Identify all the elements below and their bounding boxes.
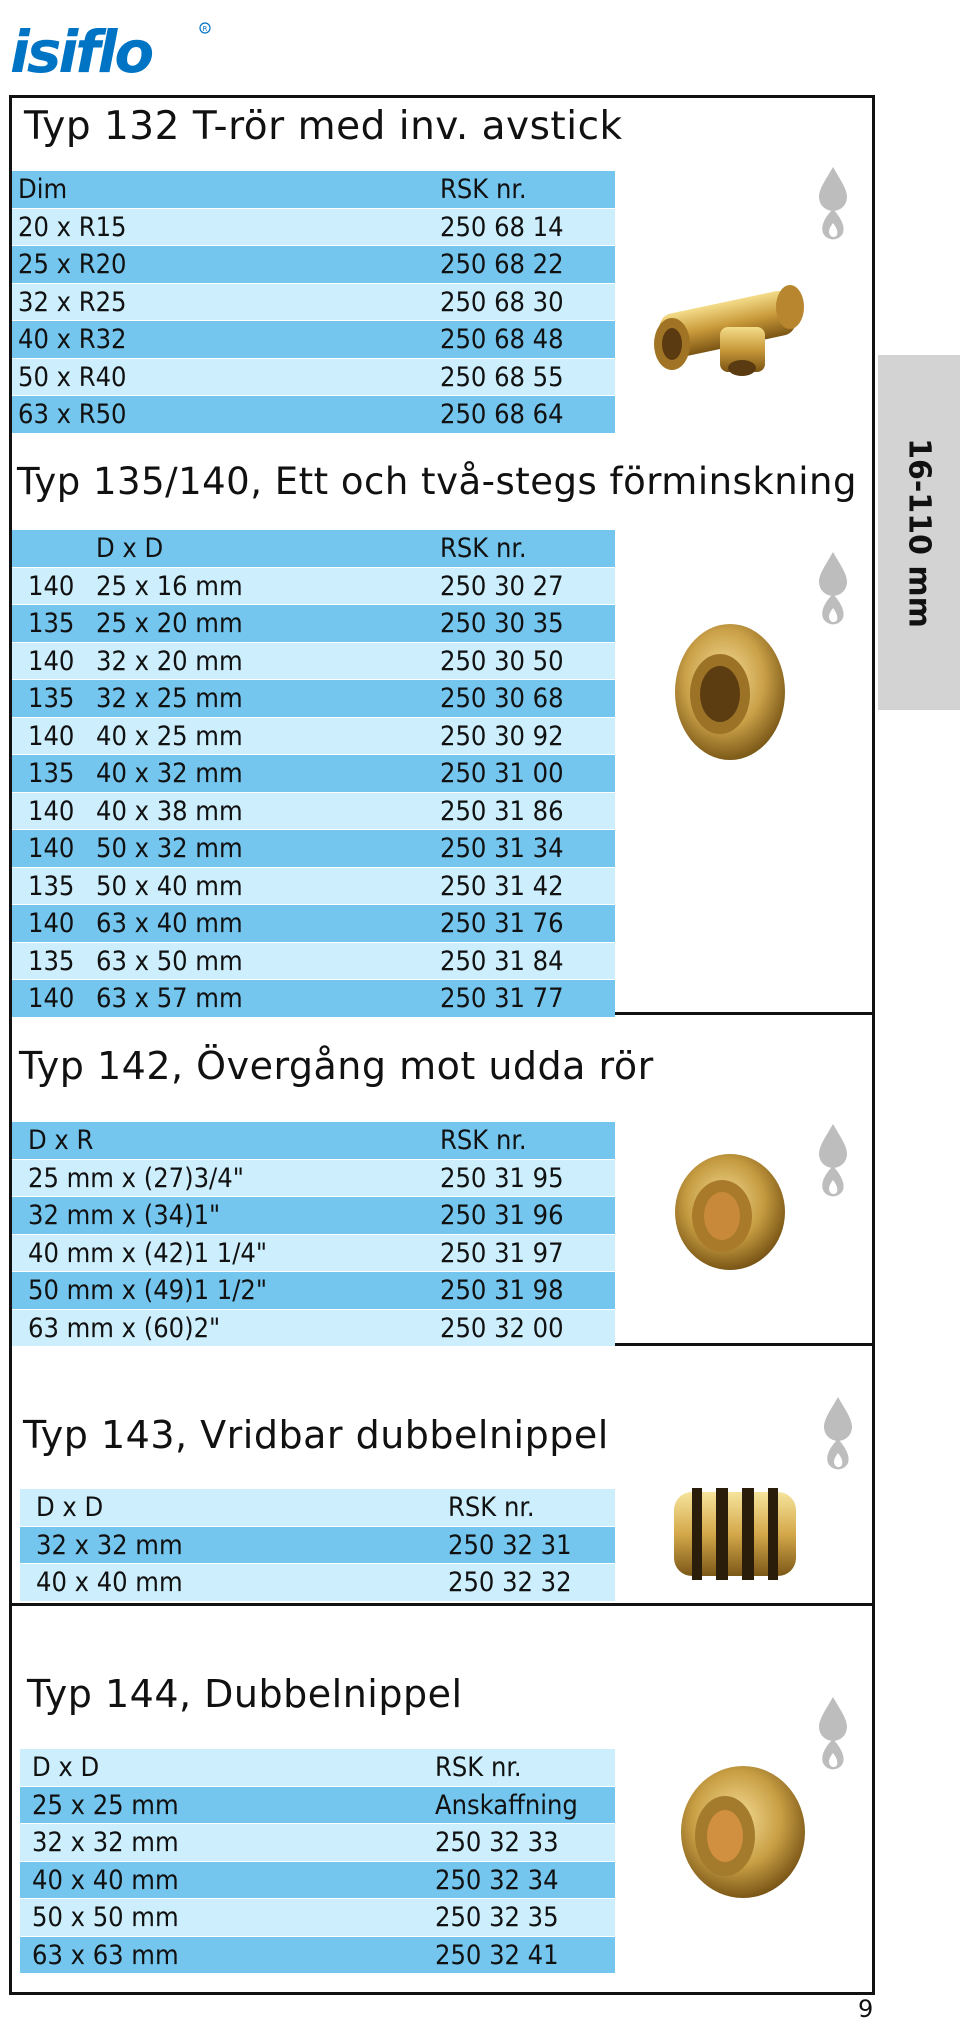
- table-row: [12, 396, 615, 434]
- column-header-rsk: RSK nr.: [435, 1752, 522, 1783]
- type-cell: 140: [28, 908, 75, 939]
- dim-cell: 50 x 32 mm: [96, 833, 243, 864]
- table-row: [12, 793, 615, 831]
- rsk-cell: 250 31 97: [440, 1237, 564, 1269]
- dim-cell: 20 x R15: [18, 211, 127, 243]
- section-title-typ-132: Typ 132 T-rör med inv. avstick: [24, 104, 623, 149]
- section-title-typ-143: Typ 143, Vridbar dubbelnippel: [23, 1413, 609, 1457]
- type-cell: 140: [28, 983, 75, 1014]
- size-range-tab: [878, 355, 960, 710]
- dim-cell: 63 x 50 mm: [96, 945, 243, 977]
- table-typ-132: [12, 171, 615, 434]
- type-cell: 135: [28, 870, 75, 902]
- table-row: [12, 680, 615, 718]
- table-row: [20, 1824, 615, 1862]
- table-typ-142: [12, 1122, 615, 1347]
- rsk-cell: 250 31 95: [440, 1162, 564, 1194]
- rsk-cell: 250 68 22: [440, 249, 564, 280]
- rsk-cell: 250 30 50: [440, 645, 564, 677]
- rsk-cell: 250 31 98: [440, 1275, 564, 1306]
- dim-cell: 32 x 32 mm: [36, 1529, 183, 1561]
- dim-cell: 32 x 20 mm: [96, 645, 243, 677]
- swivel-double-nipple-image: [668, 1478, 803, 1588]
- rsk-cell: 250 31 84: [440, 945, 564, 977]
- table-row: [12, 980, 615, 1018]
- table-row: [12, 1272, 615, 1310]
- dim-cell: 63 x 63 mm: [32, 1939, 179, 1971]
- table-row: [12, 321, 615, 359]
- column-header-dim: Dim: [18, 174, 68, 205]
- dim-cell: 25 x 20 mm: [96, 608, 243, 639]
- rsk-cell: 250 31 42: [440, 870, 564, 902]
- odd-pipe-adapter-image: [668, 1150, 788, 1275]
- column-header-rsk: RSK nr.: [440, 533, 527, 564]
- dim-cell: 63 x 40 mm: [96, 908, 243, 939]
- column-header-dxr: D x R: [28, 1125, 94, 1156]
- table-row: [12, 568, 615, 606]
- dim-cell: 50 x 40 mm: [96, 870, 243, 902]
- rsk-cell: 250 31 00: [440, 758, 564, 789]
- table-header-row: [12, 1122, 615, 1160]
- table-row: [12, 755, 615, 793]
- dim-cell: 32 x 25 mm: [96, 683, 243, 714]
- rsk-cell: 250 30 92: [440, 720, 564, 752]
- rsk-cell: 250 68 48: [440, 324, 564, 355]
- table-row: [12, 1235, 615, 1273]
- svg-text:isiflo: isiflo: [10, 18, 152, 82]
- table-row: [12, 246, 615, 284]
- table-row: [12, 209, 615, 247]
- table-row: [20, 1527, 615, 1565]
- rsk-cell: 250 32 32: [448, 1567, 572, 1598]
- svg-text:R: R: [202, 25, 208, 33]
- double-nipple-image: [673, 1762, 808, 1902]
- table-row: [20, 1564, 615, 1602]
- dim-cell: 40 x 32 mm: [96, 758, 243, 789]
- t-pipe-fitting-image: [640, 272, 815, 382]
- drop-flame-icons: [820, 1395, 856, 1475]
- column-header-rsk: RSK nr.: [448, 1492, 535, 1523]
- dim-cell: 40 x 38 mm: [96, 795, 243, 827]
- table-row: [20, 1862, 615, 1900]
- rsk-cell: 250 31 34: [440, 833, 564, 864]
- size-range-label: 16-110 mm: [901, 437, 937, 628]
- dim-cell: 25 x R20: [18, 249, 127, 280]
- column-header-dxd: D x D: [96, 533, 164, 564]
- type-cell: 135: [28, 945, 75, 977]
- rsk-cell: 250 30 35: [440, 608, 564, 639]
- section-divider: [9, 1603, 875, 1606]
- dim-cell: 40 x R32: [18, 324, 127, 355]
- table-header-row: [20, 1489, 615, 1527]
- rsk-cell: 250 68 14: [440, 211, 564, 243]
- dim-cell: 32 mm x (34)1": [28, 1200, 221, 1231]
- dim-cell: 25 mm x (27)3/4": [28, 1162, 244, 1194]
- table-row: [12, 718, 615, 756]
- type-cell: 140: [28, 570, 75, 602]
- type-cell: 140: [28, 795, 75, 827]
- rsk-cell: 250 32 33: [435, 1827, 559, 1858]
- drop-flame-icons: [815, 550, 851, 630]
- column-header-dxd: D x D: [36, 1492, 104, 1523]
- table-typ-144: [20, 1749, 615, 1974]
- type-cell: 135: [28, 683, 75, 714]
- table-row: [12, 359, 615, 397]
- dim-cell: 40 x 40 mm: [36, 1567, 183, 1598]
- column-header-rsk: RSK nr.: [440, 174, 527, 205]
- rsk-cell: 250 31 86: [440, 795, 564, 827]
- dim-cell: 32 x 32 mm: [32, 1827, 179, 1858]
- table-row: [12, 868, 615, 906]
- drop-flame-icons: [815, 165, 851, 245]
- section-title-typ-142: Typ 142, Övergång mot udda rör: [19, 1044, 654, 1088]
- table-row: [12, 905, 615, 943]
- table-row: [12, 830, 615, 868]
- table-row: [12, 1160, 615, 1198]
- section-title-typ-144: Typ 144, Dubbelnippel: [27, 1672, 463, 1716]
- table-header-row: [12, 530, 615, 568]
- rsk-cell: 250 32 00: [440, 1312, 564, 1344]
- rsk-cell: 250 31 77: [440, 983, 564, 1014]
- table-row: [12, 943, 615, 981]
- dim-cell: 40 x 40 mm: [32, 1864, 179, 1896]
- table-row: [20, 1787, 615, 1825]
- table-header-row: [20, 1749, 615, 1787]
- rsk-cell: 250 30 68: [440, 683, 564, 714]
- rsk-cell: 250 31 96: [440, 1200, 564, 1231]
- isiflo-logo: [8, 18, 214, 82]
- page-number: 9: [858, 1995, 874, 2023]
- dim-cell: 63 x 57 mm: [96, 983, 243, 1014]
- table-row: [20, 1899, 615, 1937]
- rsk-cell: 250 68 64: [440, 399, 564, 430]
- dim-cell: 25 x 16 mm: [96, 570, 243, 602]
- dim-cell: 63 mm x (60)2": [28, 1312, 221, 1344]
- dim-cell: 50 x R40: [18, 361, 127, 393]
- column-header-dxd: D x D: [32, 1752, 100, 1783]
- type-cell: 140: [28, 720, 75, 752]
- dim-cell: 32 x R25: [18, 286, 127, 318]
- drop-flame-icons: [815, 1122, 851, 1202]
- drop-flame-icons: [815, 1695, 851, 1775]
- table-row: [20, 1937, 615, 1975]
- dim-cell: 50 mm x (49)1 1/2": [28, 1275, 268, 1306]
- rsk-cell: 250 32 41: [435, 1939, 559, 1971]
- table-header-row: [12, 171, 615, 209]
- column-header-rsk: RSK nr.: [440, 1125, 527, 1156]
- type-cell: 140: [28, 645, 75, 677]
- type-cell: 140: [28, 833, 75, 864]
- rsk-cell: 250 32 31: [448, 1529, 572, 1561]
- table-typ-135-140: [12, 530, 615, 1018]
- dim-cell: 63 x R50: [18, 399, 127, 430]
- table-row: [12, 1310, 615, 1348]
- table-row: [12, 1197, 615, 1235]
- rsk-cell: Anskaffning: [435, 1789, 578, 1821]
- rsk-cell: 250 68 55: [440, 361, 564, 393]
- rsk-cell: 250 32 35: [435, 1902, 559, 1933]
- table-row: [12, 605, 615, 643]
- type-cell: 135: [28, 758, 75, 789]
- rsk-cell: 250 31 76: [440, 908, 564, 939]
- rsk-cell: 250 32 34: [435, 1864, 559, 1896]
- rsk-cell: 250 68 30: [440, 286, 564, 318]
- dim-cell: 50 x 50 mm: [32, 1902, 179, 1933]
- rsk-cell: 250 30 27: [440, 570, 564, 602]
- type-cell: 135: [28, 608, 75, 639]
- table-typ-143: [20, 1489, 615, 1602]
- reducer-fitting-image: [668, 620, 788, 765]
- table-row: [12, 643, 615, 681]
- section-title-typ-135-140: Typ 135/140, Ett och två-stegs förminskning: [17, 460, 857, 503]
- dim-cell: 40 mm x (42)1 1/4": [28, 1237, 268, 1269]
- table-row: [12, 284, 615, 322]
- dim-cell: 25 x 25 mm: [32, 1789, 179, 1821]
- dim-cell: 40 x 25 mm: [96, 720, 243, 752]
